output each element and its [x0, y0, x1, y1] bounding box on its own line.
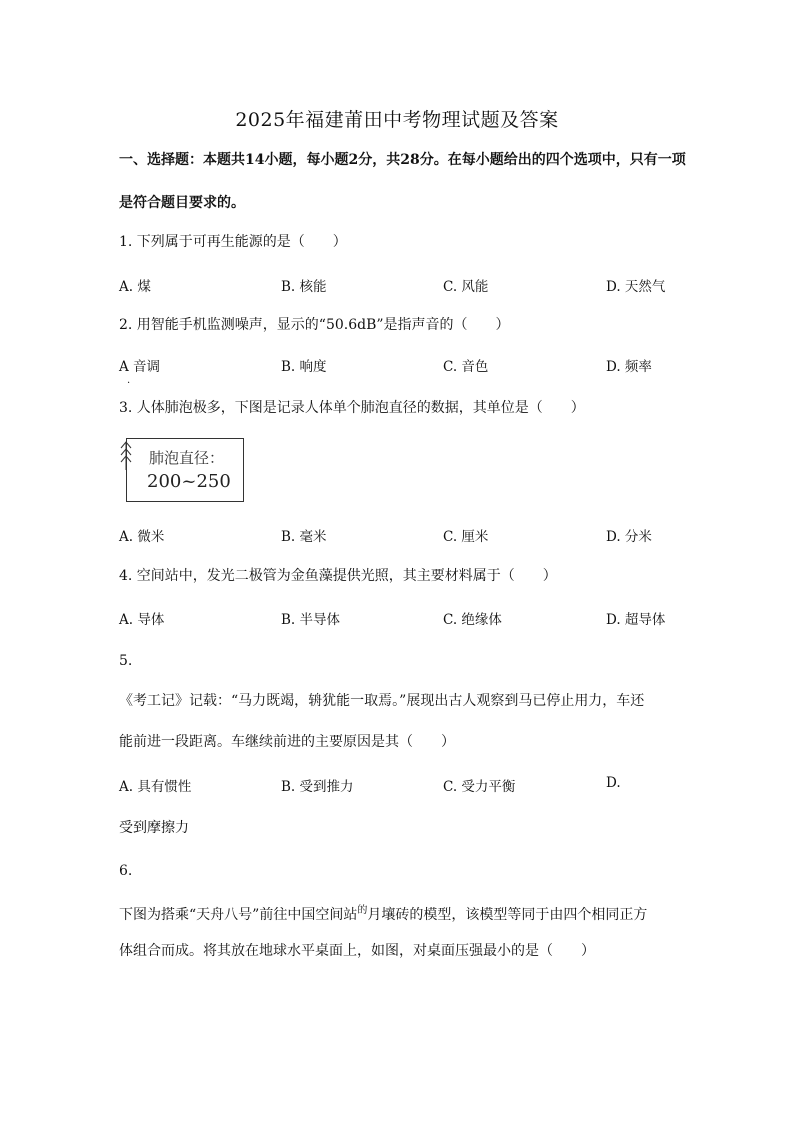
section-heading-line1: 一、选择题：本题共14小题，每小题2分，共28分。在每小题给出的四个选项中，只有一项 [119, 152, 686, 168]
option-c: C. 厘米 [443, 529, 489, 545]
option-a: A. 导体 [119, 612, 165, 628]
question-5-line2: 能前进一段距离。车继续前进的主要原因是其（ ） [119, 734, 455, 750]
option-b: B. 半导体 [281, 612, 341, 628]
option-d: D. 分米 [606, 529, 652, 545]
section-heading-line2: 是符合题目要求的。 [119, 195, 245, 211]
question-2-stem: 2. 用智能手机监测噪声，显示的“50.6dB”是指声音的（ ） [119, 317, 510, 333]
question-6-line1-a: 下图为搭乘“天舟八号”前往中国空间站 [119, 907, 358, 923]
question-4-options [119, 608, 679, 628]
option-d: D. 超导体 [606, 612, 666, 628]
stray-dot: . [127, 375, 131, 386]
question-6-line1 [119, 901, 647, 925]
question-5-line1: 《考工记》记载：“马力既竭，辀犹能一取焉。”展现出古人观察到马已停止用力，车还 [119, 693, 645, 709]
option-a: A. 微米 [119, 529, 165, 545]
option-c: C. 绝缘体 [443, 612, 502, 628]
option-c: C. 风能 [443, 279, 489, 295]
option-b: B. 受到推力 [281, 779, 354, 795]
question-1-stem: 1. 下列属于可再生能源的是（ ） [119, 234, 347, 250]
option-d: D. 天然气 [606, 279, 666, 295]
question-3-stem: 3. 人体肺泡极多，下图是记录人体单个肺泡直径的数据，其单位是（ ） [119, 400, 585, 416]
figure-label: 肺泡直径： [149, 449, 225, 467]
option-b: B. 毫米 [281, 529, 327, 545]
alveolus-diameter-figure [126, 438, 244, 502]
option-b: B. 核能 [281, 279, 327, 295]
option-d: D. [606, 775, 621, 791]
option-a: A 音调 [119, 359, 161, 375]
option-a: A. 具有惯性 [119, 779, 192, 795]
option-c: C. 受力平衡 [443, 779, 516, 795]
option-c: C. 音色 [443, 359, 489, 375]
option-a: A. 煤 [119, 279, 151, 295]
question-6-number: 6. [119, 863, 133, 879]
option-d: D. 频率 [606, 359, 652, 375]
question-1-options [119, 275, 679, 295]
question-4-stem: 4. 空间站中，发光二极管为金鱼藻提供光照，其主要材料属于（ ） [119, 568, 557, 584]
figure-value: 200~250 [147, 471, 231, 492]
question-6-line2: 体组合而成。将其放在地球水平桌面上，如图，对桌面压强最小的是（ ） [119, 943, 595, 959]
question-3-options [119, 525, 679, 545]
question-5-number: 5. [119, 653, 133, 669]
question-2-options [119, 355, 679, 375]
option-b: B. 响度 [281, 359, 327, 375]
page-title: 2025年福建莆田中考物理试题及答案 [235, 109, 559, 131]
question-5-options [119, 775, 679, 795]
question-5-option-d-text: 受到摩擦力 [119, 820, 189, 836]
question-6-line1-b: 月壤砖的模型，该模型等同于由四个相同正方 [367, 907, 648, 923]
question-6-superscript: 的 [357, 905, 368, 916]
